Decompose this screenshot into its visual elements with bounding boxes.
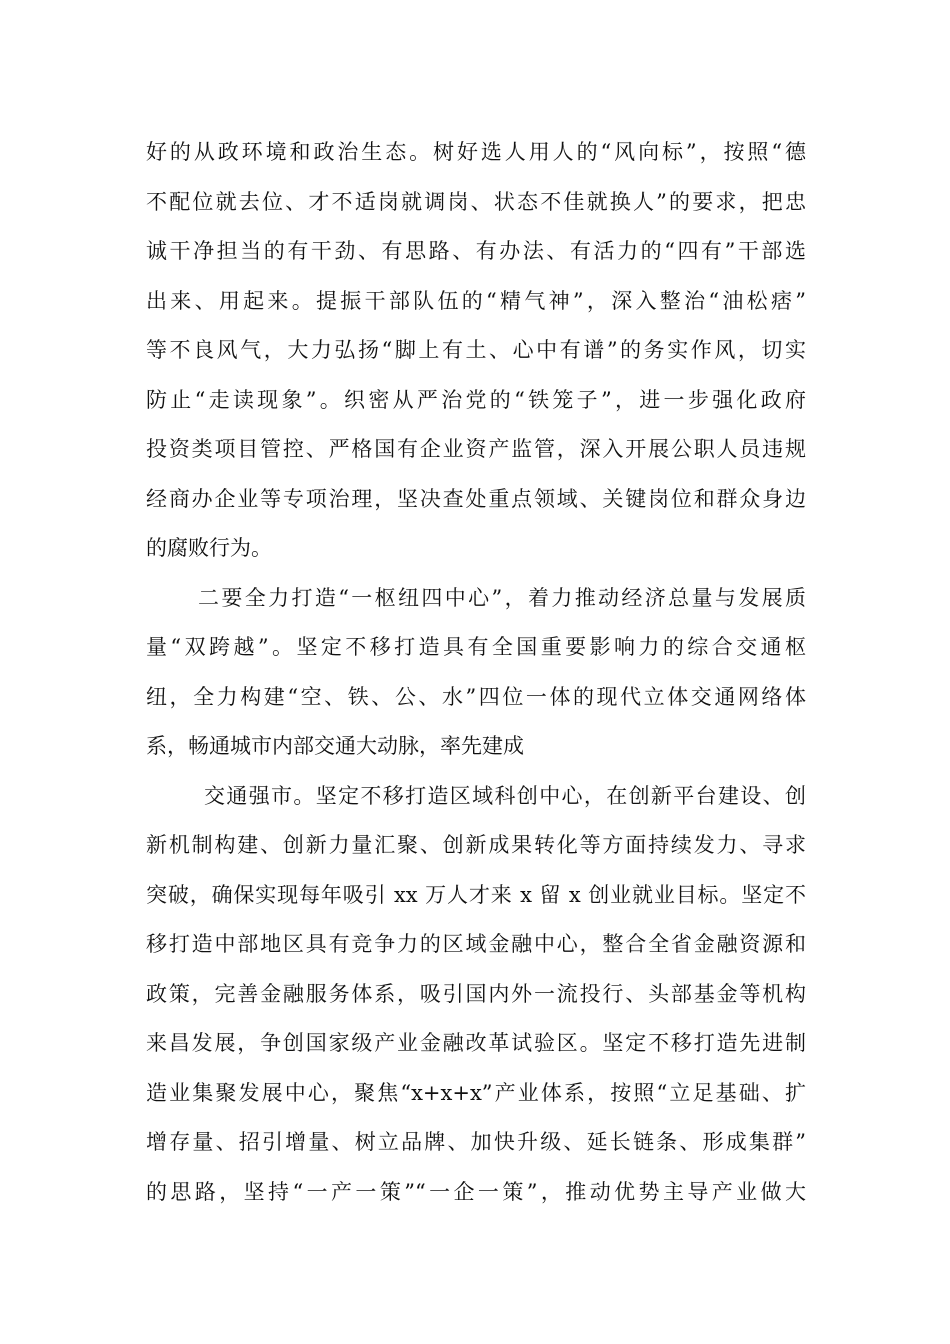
text-line: 不配位就去位、才不适岗就调岗、状态不佳就换人”的要求，把忠 <box>146 190 806 214</box>
text-line: 新机制构建、创新力量汇聚、创新成果转化等方面持续发力、寻求 <box>146 833 806 857</box>
text-line: 防止“走读现象”。织密从严治党的“铁笼子”，进一步强化政府 <box>146 388 806 412</box>
text-line: 政策，完善金融服务体系，吸引国内外一流投行、头部基金等机构 <box>146 982 806 1006</box>
text-line: 来昌发展，争创国家级产业金融改革试验区。坚定不移打造先进制 <box>146 1031 806 1055</box>
text-line: 好的从政环境和政治生态。树好选人用人的“风向标”，按照“德 <box>146 140 806 164</box>
text-line: 的腐败行为。 <box>146 536 272 560</box>
text-line: 的思路，坚持“一产一策”“一企一策”，推动优势主导产业做大 <box>146 1180 806 1204</box>
text-line: 诚干净担当的有干劲、有思路、有办法、有活力的“四有”干部选 <box>146 239 806 263</box>
text-line: 量“双跨越”。坚定不移打造具有全国重要影响力的综合交通枢 <box>146 635 806 659</box>
paragraph-first-line: 二要全力打造“一枢纽四中心”，着力推动经济总量与发展质 <box>198 586 806 610</box>
text-line: 造业集聚发展中心，聚焦“x+x+x”产业体系，按照“立足基础、扩 <box>146 1081 806 1105</box>
text-line: 出来、用起来。提振干部队伍的“精气神”，深入整治“油松痞” <box>146 289 806 313</box>
text-line: 突破，确保实现每年吸引 xx 万人才来 x 留 x 创业就业目标。坚定不 <box>146 883 806 907</box>
text-line: 移打造中部地区具有竞争力的区域金融中心，整合全省金融资源和 <box>146 932 806 956</box>
text-line: 经商办企业等专项治理，坚决查处重点领域、关键岗位和群众身边 <box>146 487 806 511</box>
text-line: 投资类项目管控、严格国有企业资产监管，深入开展公职人员违规 <box>146 437 806 461</box>
text-line: 增存量、招引增量、树立品牌、加快升级、延长链条、形成集群” <box>146 1130 806 1154</box>
text-line: 等不良风气，大力弘扬“脚上有土、心中有谱”的务实作风，切实 <box>146 338 806 362</box>
text-line: 纽，全力构建“空、铁、公、水”四位一体的现代立体交通网络体 <box>146 685 806 709</box>
paragraph-first-line: 交通强市。坚定不移打造区域科创中心，在创新平台建设、创 <box>204 784 806 808</box>
text-line: 系，畅通城市内部交通大动脉，率先建成 <box>146 734 524 758</box>
